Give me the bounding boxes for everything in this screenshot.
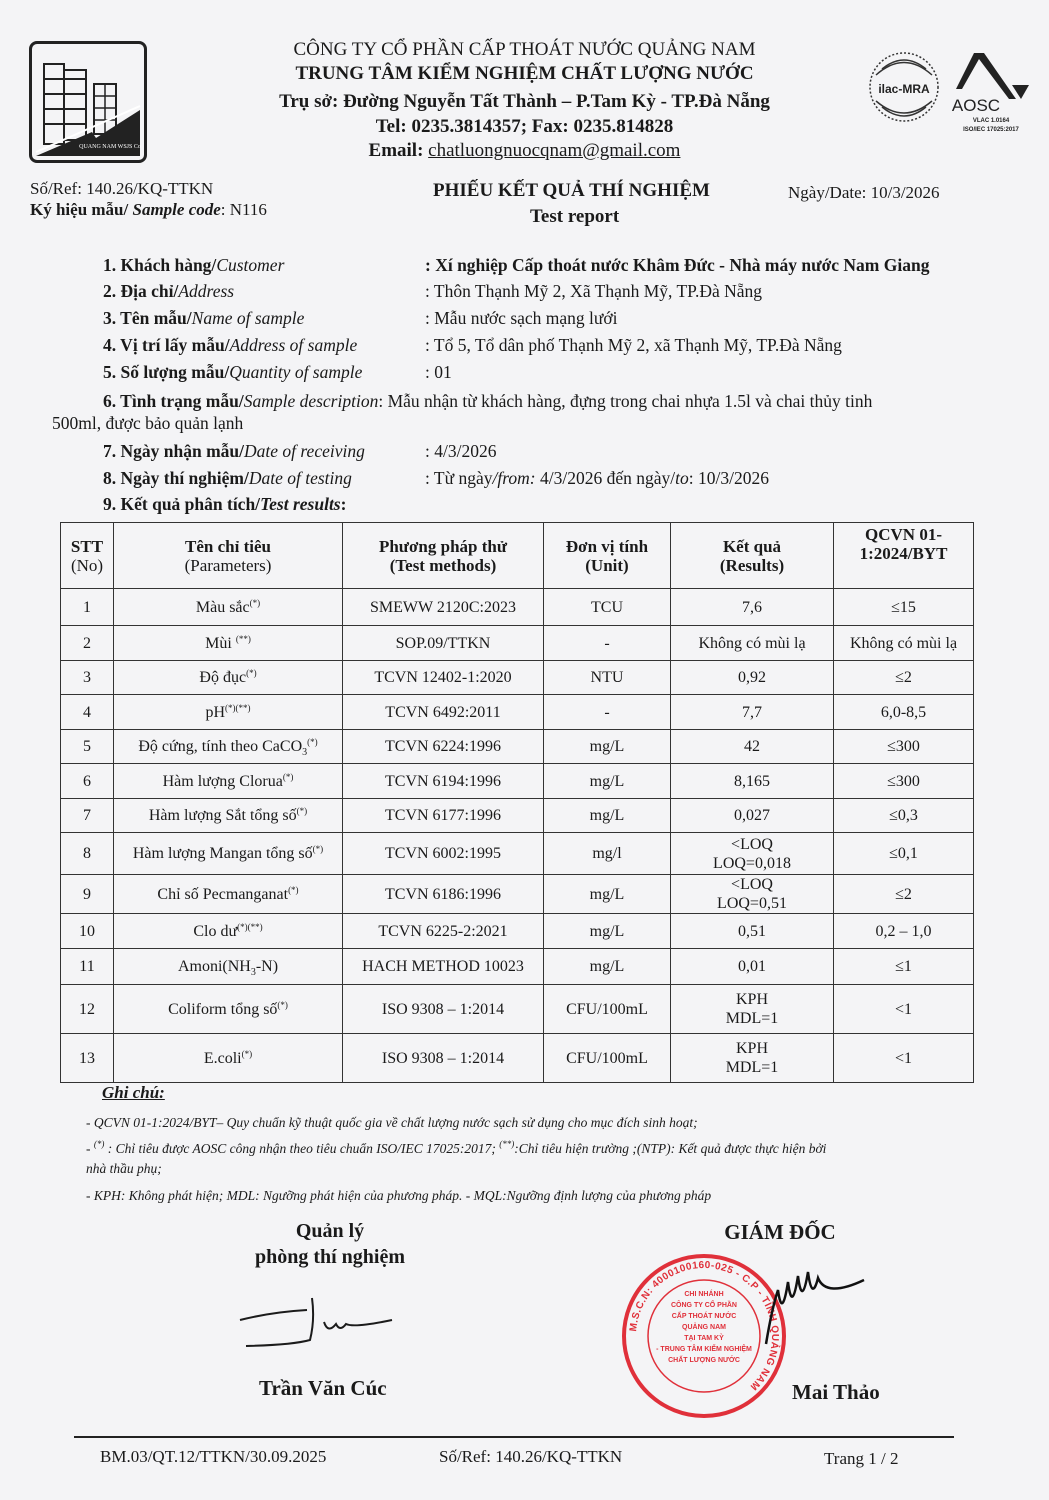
cell-no: 1 xyxy=(61,589,114,626)
table-header-row xyxy=(61,523,974,589)
cell-unit: mg/L xyxy=(544,730,671,764)
cell-result: <LOQ LOQ=0,018 xyxy=(671,833,834,875)
cell-result: 7,7 xyxy=(671,695,834,730)
accreditation-logos xyxy=(866,45,1031,135)
note-line-3: - KPH: Không phát hiện; MDL: Ngưỡng phát hiện của phương pháp. - MQL:Ngưỡng định lượng của phương pháp xyxy=(86,1188,712,1203)
quantity-value: : 01 xyxy=(425,362,452,382)
cell-method: ISO 9308 – 1:2014 xyxy=(343,1034,544,1083)
company-address: Trụ sở: Đường Nguyễn Tất Thành – P.Tam Kỳ - TP.Đà Nẵng xyxy=(279,91,770,112)
table-row xyxy=(61,589,974,626)
email-label: Email: xyxy=(368,140,424,161)
ref-number: Số/Ref: 140.26/KQ-TTKN xyxy=(30,179,214,198)
cell-unit: mg/L xyxy=(544,875,671,914)
cell-parameter: Chỉ số Pecmanganat(*) xyxy=(114,875,343,914)
cell-parameter: $Amoni(NH_3-N)$ xyxy=(114,949,343,985)
cell-unit: CFU/100mL xyxy=(544,985,671,1034)
cell-parameter: Độ cứng, tính theo CaCO$_3$(*) xyxy=(114,730,343,764)
cell-unit: mg/L xyxy=(544,799,671,833)
table-row xyxy=(61,799,974,833)
table-row xyxy=(61,833,974,875)
cell-result: 0,92 xyxy=(671,661,834,695)
cell-no: 9 xyxy=(61,875,114,914)
cell-method: HACH METHOD 10023 xyxy=(343,949,544,985)
cell-limit: ≤300 xyxy=(834,764,974,799)
cell-method: TCVN 6492:2011 xyxy=(343,695,544,730)
center-name: TRUNG TÂM KIỂM NGHIỆM CHẤT LƯỢNG NƯỚC xyxy=(295,63,754,84)
sample-code-label: Ký hiệu mẫu/ xyxy=(30,200,129,219)
table-row xyxy=(61,764,974,799)
table-row xyxy=(61,730,974,764)
cell-method: SMEWW 2120C:2023 xyxy=(343,589,544,626)
cell-parameter: Màu sắc(*) xyxy=(114,589,343,626)
left-signer-title: Quản lý phòng thí nghiệm xyxy=(254,1220,406,1268)
cell-result: 0,027 xyxy=(671,799,834,833)
cell-method: SOP.09/TTKN xyxy=(343,626,544,661)
table-row xyxy=(61,985,974,1034)
cell-limit: Không có mùi lạ xyxy=(834,626,974,661)
footer-ref: Số/Ref: 140.26/KQ-TTKN xyxy=(439,1447,623,1466)
sample-code-label-en: Sample code xyxy=(132,200,221,219)
cell-result: 7,6 xyxy=(671,589,834,626)
company-phone-fax: Tel: 0235.3814357; Fax: 0235.814828 xyxy=(375,116,674,137)
info-address: 2. Địa chỉ/Address : Thôn Thạnh Mỹ 2, Xã Thạnh Mỹ, TP.Đà Nẵng xyxy=(103,281,763,301)
date-testing-value: : Từ ngày/from: 4/3/2026 đến ngày/to: 10/3/2026 xyxy=(425,468,769,488)
right-signature-icon xyxy=(760,1258,870,1348)
cell-limit: ≤300 xyxy=(834,730,974,764)
cell-method: TCVN 6225-2:2021 xyxy=(343,914,544,949)
left-signer-name: Trần Văn Cúc xyxy=(259,1376,387,1400)
info-sample-name: 3. Tên mẫu/Name of sample : Mẫu nước sạch mạng lưới xyxy=(103,308,618,328)
cell-parameter: Mùi (**) xyxy=(114,626,343,661)
cell-result: 0,51 xyxy=(671,914,834,949)
logo-text: QUANG NAM WSJS Co xyxy=(79,144,141,150)
aosc-text: AOSC xyxy=(951,96,1001,115)
cell-result: Không có mùi lạ xyxy=(671,626,834,661)
table-row xyxy=(61,661,974,695)
cell-limit: 6,0-8,5 xyxy=(834,695,974,730)
svg-text:TẠI TAM KỲ: TẠI TAM KỲ xyxy=(684,1335,724,1342)
cell-no: 12 xyxy=(61,985,114,1034)
report-title: PHIẾU KẾT QUẢ THÍ NGHIỆM xyxy=(433,180,710,201)
cell-no: 8 xyxy=(61,833,114,875)
right-signer-name: Mai Thảo xyxy=(792,1380,880,1404)
info-quantity: 5. Số lượng mẫu/Quantity of sample : 01 xyxy=(103,362,452,382)
cell-result: KPH MDL=1 xyxy=(671,1034,834,1083)
company-email-line xyxy=(0,139,1049,162)
svg-text:CHI NHÁNH: CHI NHÁNH xyxy=(684,1291,724,1298)
svg-text:CÔNG TY CỔ PHẦN: CÔNG TY CỔ PHẦN xyxy=(671,1302,737,1309)
info-sample-description-cont: 500ml, được bảo quản lạnh xyxy=(52,413,244,433)
cell-limit: ≤1 xyxy=(834,949,974,985)
table-row xyxy=(61,626,974,661)
notes-title: Ghi chú: xyxy=(102,1083,165,1102)
cell-parameter: Hàm lượng Sắt tổng số(*) xyxy=(114,799,343,833)
sample-description-value: : Mẫu nhận từ khách hàng, đựng trong chai nhựa 1.5l và chai thủy tinh xyxy=(378,391,873,411)
svg-text:CHẤT LƯỢNG NƯỚC: CHẤT LƯỢNG NƯỚC xyxy=(668,1357,740,1364)
table-row xyxy=(61,875,974,914)
note-line-1: - QCVN 01-1:2024/BYT– Quy chuẩn kỹ thuật quốc gia về chất lượng nước sạch sử dụng cho mục đích sinh hoạt; xyxy=(86,1115,698,1130)
cell-parameter: Hàm lượng Mangan tổng số(*) xyxy=(114,833,343,875)
cell-no: 10 xyxy=(61,914,114,949)
cell-unit: mg/L xyxy=(544,764,671,799)
svg-text:M.S.C.N: 4000100160-025 - C.P: M.S.C.N: 4000100160-025 - C.P - TỈNH QUẢNG NAM xyxy=(628,1259,781,1393)
cell-unit: mg/L xyxy=(544,914,671,949)
cell-unit: - xyxy=(544,626,671,661)
cell-no: 13 xyxy=(61,1034,114,1083)
cell-no: 5 xyxy=(61,730,114,764)
col-header-method: Phương pháp thử (Test methods) xyxy=(343,523,544,589)
cell-no: 6 xyxy=(61,764,114,799)
date-receiving-value: : 4/3/2026 xyxy=(425,441,497,461)
svg-text:- TRUNG TÂM KIỂM NGHIỆM: - TRUNG TÂM KIỂM NGHIỆM xyxy=(656,1346,752,1353)
ilac-mra-logo-icon xyxy=(866,45,1031,135)
svg-text:CẤP THOÁT NƯỚC: CẤP THOÁT NƯỚC xyxy=(671,1313,737,1320)
sample-name-value: : Mẫu nước sạch mạng lưới xyxy=(425,308,618,328)
cell-result: KPH MDL=1 xyxy=(671,985,834,1034)
cell-limit: 0,2 – 1,0 xyxy=(834,914,974,949)
footer-form-code: BM.03/QT.12/TTKN/30.09.2025 xyxy=(100,1447,327,1466)
info-test-results: 9. Kết quả phân tích/Test results: xyxy=(103,494,347,514)
cell-method: TCVN 6177:1996 xyxy=(343,799,544,833)
col-header-unit: Đơn vị tính (Unit) xyxy=(544,523,671,589)
customer-value: : Xí nghiệp Cấp thoát nước Khâm Đức - Nhà máy nước Nam Giang xyxy=(425,255,930,275)
cell-method: TCVN 6224:1996 xyxy=(343,730,544,764)
cell-parameter: Clo dư(*)(**) xyxy=(114,914,343,949)
cell-unit: TCU xyxy=(544,589,671,626)
table-row xyxy=(61,1034,974,1083)
left-signature-icon xyxy=(232,1290,402,1350)
cell-method: ISO 9308 – 1:2014 xyxy=(343,985,544,1034)
cell-no: 11 xyxy=(61,949,114,985)
cell-unit: CFU/100mL xyxy=(544,1034,671,1083)
note-line-2: - (*) : Chỉ tiêu được AOSC công nhận theo tiêu chuẩn ISO/IEC 17025:2017; (**):Chỉ tiêu hiện trường ;(NTP): Kết quả được thực hiện bởi nhà thầu phụ; xyxy=(86,1139,827,1176)
aosc-iso: ISO/IEC 17025:2017 xyxy=(963,127,1019,133)
right-signer-title: GIÁM ĐỐC xyxy=(724,1220,836,1244)
info-date-receiving: 7. Ngày nhận mẫu/Date of receiving : 4/3/2026 xyxy=(103,441,497,461)
info-sample-description: 6. Tình trạng mẫu/Sample description: Mẫu nhận từ khách hàng, đựng trong chai nhựa 1.5l và chai thủy tinh xyxy=(103,391,873,411)
cell-limit: ≤15 xyxy=(834,589,974,626)
cell-result: <LOQ LOQ=0,51 xyxy=(671,875,834,914)
cell-unit: - xyxy=(544,695,671,730)
info-customer: 1. Khách hàng/Customer : Xí nghiệp Cấp thoát nước Khâm Đức - Nhà máy nước Nam Giang xyxy=(103,255,930,275)
cell-limit: ≤2 xyxy=(834,661,974,695)
cell-limit: ≤0,3 xyxy=(834,799,974,833)
table-row xyxy=(61,695,974,730)
cell-method: TCVN 6186:1996 xyxy=(343,875,544,914)
ilac-text: ilac-MRA xyxy=(878,82,930,96)
col-header-no: STT (No) xyxy=(61,523,114,589)
cell-parameter: Coliform tổng số(*) xyxy=(114,985,343,1034)
cell-limit: <1 xyxy=(834,985,974,1034)
email-link[interactable]: chatluongnuocqnam@gmail.com xyxy=(428,140,681,161)
cell-parameter: E.coli(*) xyxy=(114,1034,343,1083)
cell-limit: ≤0,1 xyxy=(834,833,974,875)
report-date: Ngày/Date: 10/3/2026 xyxy=(788,183,940,202)
svg-text:QUẢNG NAM: QUẢNG NAM xyxy=(682,1324,726,1331)
cell-parameter: pH(*)(**) xyxy=(114,695,343,730)
address-value: : Thôn Thạnh Mỹ 2, Xã Thạnh Mỹ, TP.Đà Nẵng xyxy=(425,281,763,301)
cell-method: TCVN 12402-1:2020 xyxy=(343,661,544,695)
report-subtitle: Test report xyxy=(530,206,620,227)
cell-result: 8,165 xyxy=(671,764,834,799)
info-sample-address: 4. Vị trí lấy mẫu/Address of sample : Tổ 5, Tổ dân phố Thạnh Mỹ 2, xã Thạnh Mỹ, TP.Đà Nẵng xyxy=(103,335,842,355)
cell-limit: <1 xyxy=(834,1034,974,1083)
sample-code xyxy=(30,199,267,220)
cell-limit: ≤2 xyxy=(834,875,974,914)
col-header-limit: QCVN 01- 1:2024/BYT xyxy=(834,523,974,589)
sample-address-value: : Tổ 5, Tổ dân phố Thạnh Mỹ 2, xã Thạnh Mỹ, TP.Đà Nẵng xyxy=(425,335,842,355)
cell-no: 2 xyxy=(61,626,114,661)
table-row xyxy=(61,914,974,949)
cell-result: 0,01 xyxy=(671,949,834,985)
cell-result: 42 xyxy=(671,730,834,764)
footer-page: Trang 1 / 2 xyxy=(824,1449,899,1468)
footer-divider xyxy=(74,1436,954,1438)
col-header-result: Kết quả (Results) xyxy=(671,523,834,589)
info-date-testing: 8. Ngày thí nghiệm/Date of testing : Từ ngày/from: 4/3/2026 đến ngày/to: 10/3/2026 xyxy=(103,468,769,488)
cell-method: TCVN 6002:1995 xyxy=(343,833,544,875)
table-row xyxy=(61,949,974,985)
aosc-vlac: VLAC 1.0164 xyxy=(972,118,1010,124)
cell-no: 7 xyxy=(61,799,114,833)
cell-unit: NTU xyxy=(544,661,671,695)
results-table xyxy=(60,522,974,1083)
col-header-parameter: Tên chỉ tiêu (Parameters) xyxy=(114,523,343,589)
cell-no: 3 xyxy=(61,661,114,695)
cell-unit: mg/l xyxy=(544,833,671,875)
cell-parameter: Độ đục(*) xyxy=(114,661,343,695)
cell-no: 4 xyxy=(61,695,114,730)
sample-code-value: : N116 xyxy=(220,200,267,219)
cell-parameter: Hàm lượng Clorua(*) xyxy=(114,764,343,799)
company-name: CÔNG TY CỔ PHẦN CẤP THOÁT NƯỚC QUẢNG NAM xyxy=(293,39,756,60)
cell-unit: mg/L xyxy=(544,949,671,985)
cell-method: TCVN 6194:1996 xyxy=(343,764,544,799)
